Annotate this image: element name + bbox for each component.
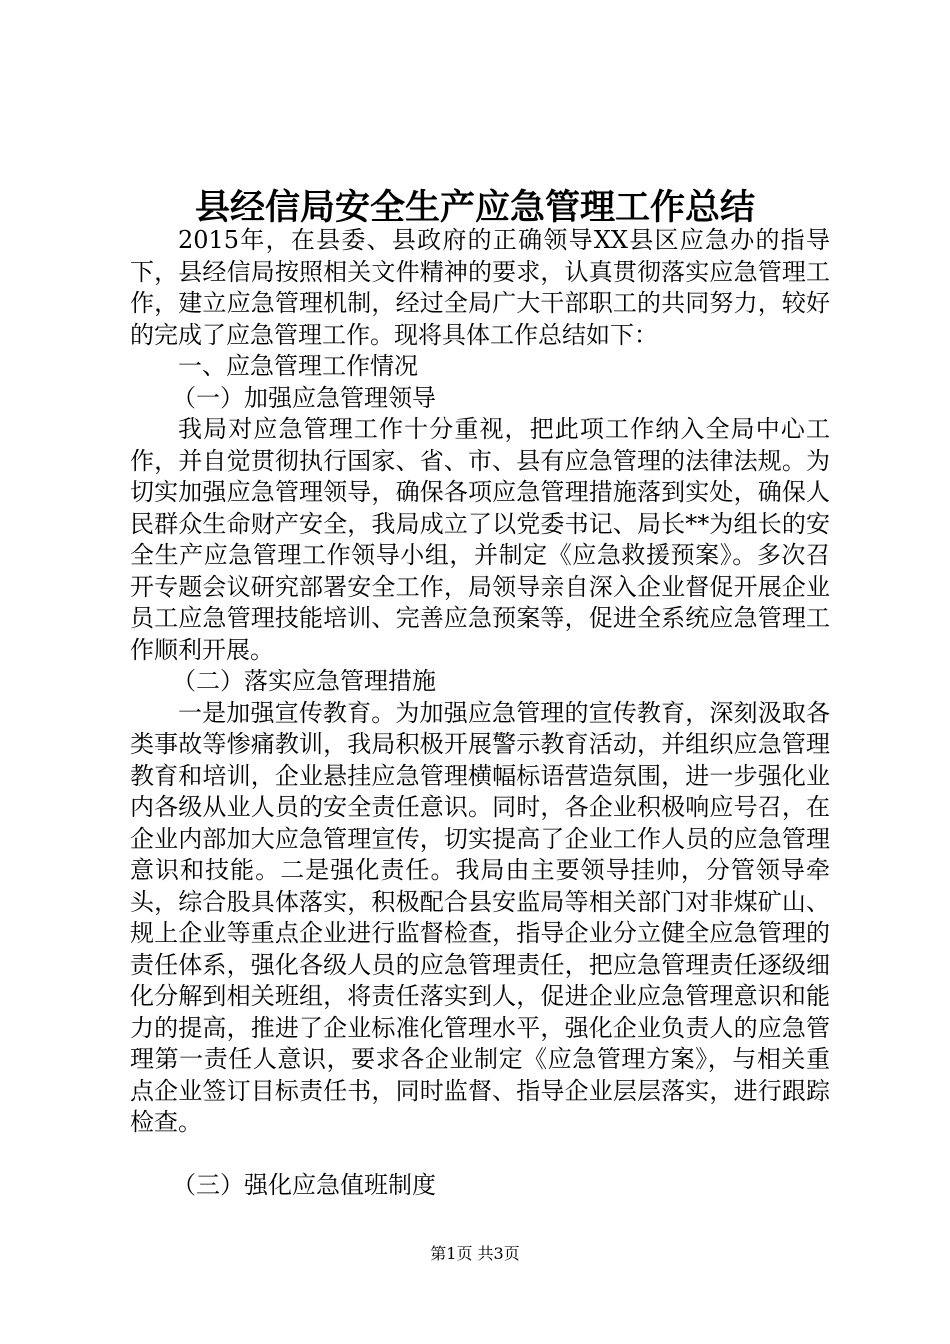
section-heading-1: 一、应急管理工作情况: [178, 352, 418, 380]
intro-paragraph: 2015年，在县委、县政府的正确领导XX县区应急办的指导下，县经信局按照相关文件精神的要求，认真贯彻落实应急管理工作，建立应急管理机制，经过全局广大干部职工的共同努力，较好的完成了应急管理工作。现将具体工作总结如下：: [130, 226, 830, 349]
page-footer: 第1页 共3页: [430, 1244, 520, 1263]
subsection-heading-2: （二）落实应急管理措施: [172, 667, 436, 695]
paragraph-gap: [130, 1139, 830, 1170]
subsection-heading-3: （三）强化应急值班制度: [172, 1170, 436, 1199]
paragraph-leadership: 我局对应急管理工作十分重视，把此项工作纳入全局中心工作，并自觉贯彻执行国家、省、市、县有应急管理的法律法规。为切实加强应急管理领导，确保各项应急管理措施落到实处，确保人民群众生命财产安全，我局成立了以党委书记、局长**为组长的安全生产应急管理工作领导小组，并制定《应急救援预案》。多次召开专题会议研究部署安全工作，局领导亲自深入企业督促开展企业员工应急管理技能培训、完善应急预案等，促进全系统应急管理工作顺利开展。: [130, 415, 830, 664]
document-body: [130, 225, 830, 1201]
paragraph-measures: 一是加强宣传教育。为加强应急管理的宣传教育，深刻汲取各类事故等惨痛教训，我局积极开展警示教育活动，并组织应急管理教育和培训，企业悬挂应急管理横幅标语营造氛围，进一步强化业内各级从业人员的安全责任意识。同时，各企业积极响应号召，在企业内部加大应急管理宣传，切实提高了企业工作人员的应急管理意识和技能。二是强化责任。我局由主要领导挂帅，分管领导牵头，综合股具体落实，积极配合县安监局等相关部门对非煤矿山、规上企业等重点企业进行监督检查，指导企业分立健全应急管理的责任体系，强化各级人员的应急管理责任，把应急管理责任逐级细化分解到相关班组，将责任落实到人，促进企业应急管理意识和能力的提高，推进了企业标准化管理水平，强化企业负责人的应急管理第一责任人意识，要求各企业制定《应急管理方案》，与相关重点企业签订目标责任书，同时监督、指导企业层层落实，进行跟踪检查。: [130, 698, 830, 1136]
document-title: 县经信局安全生产应急管理工作总结: [194, 187, 755, 228]
subsection-heading-1: （一）加强应急管理领导: [172, 383, 436, 412]
